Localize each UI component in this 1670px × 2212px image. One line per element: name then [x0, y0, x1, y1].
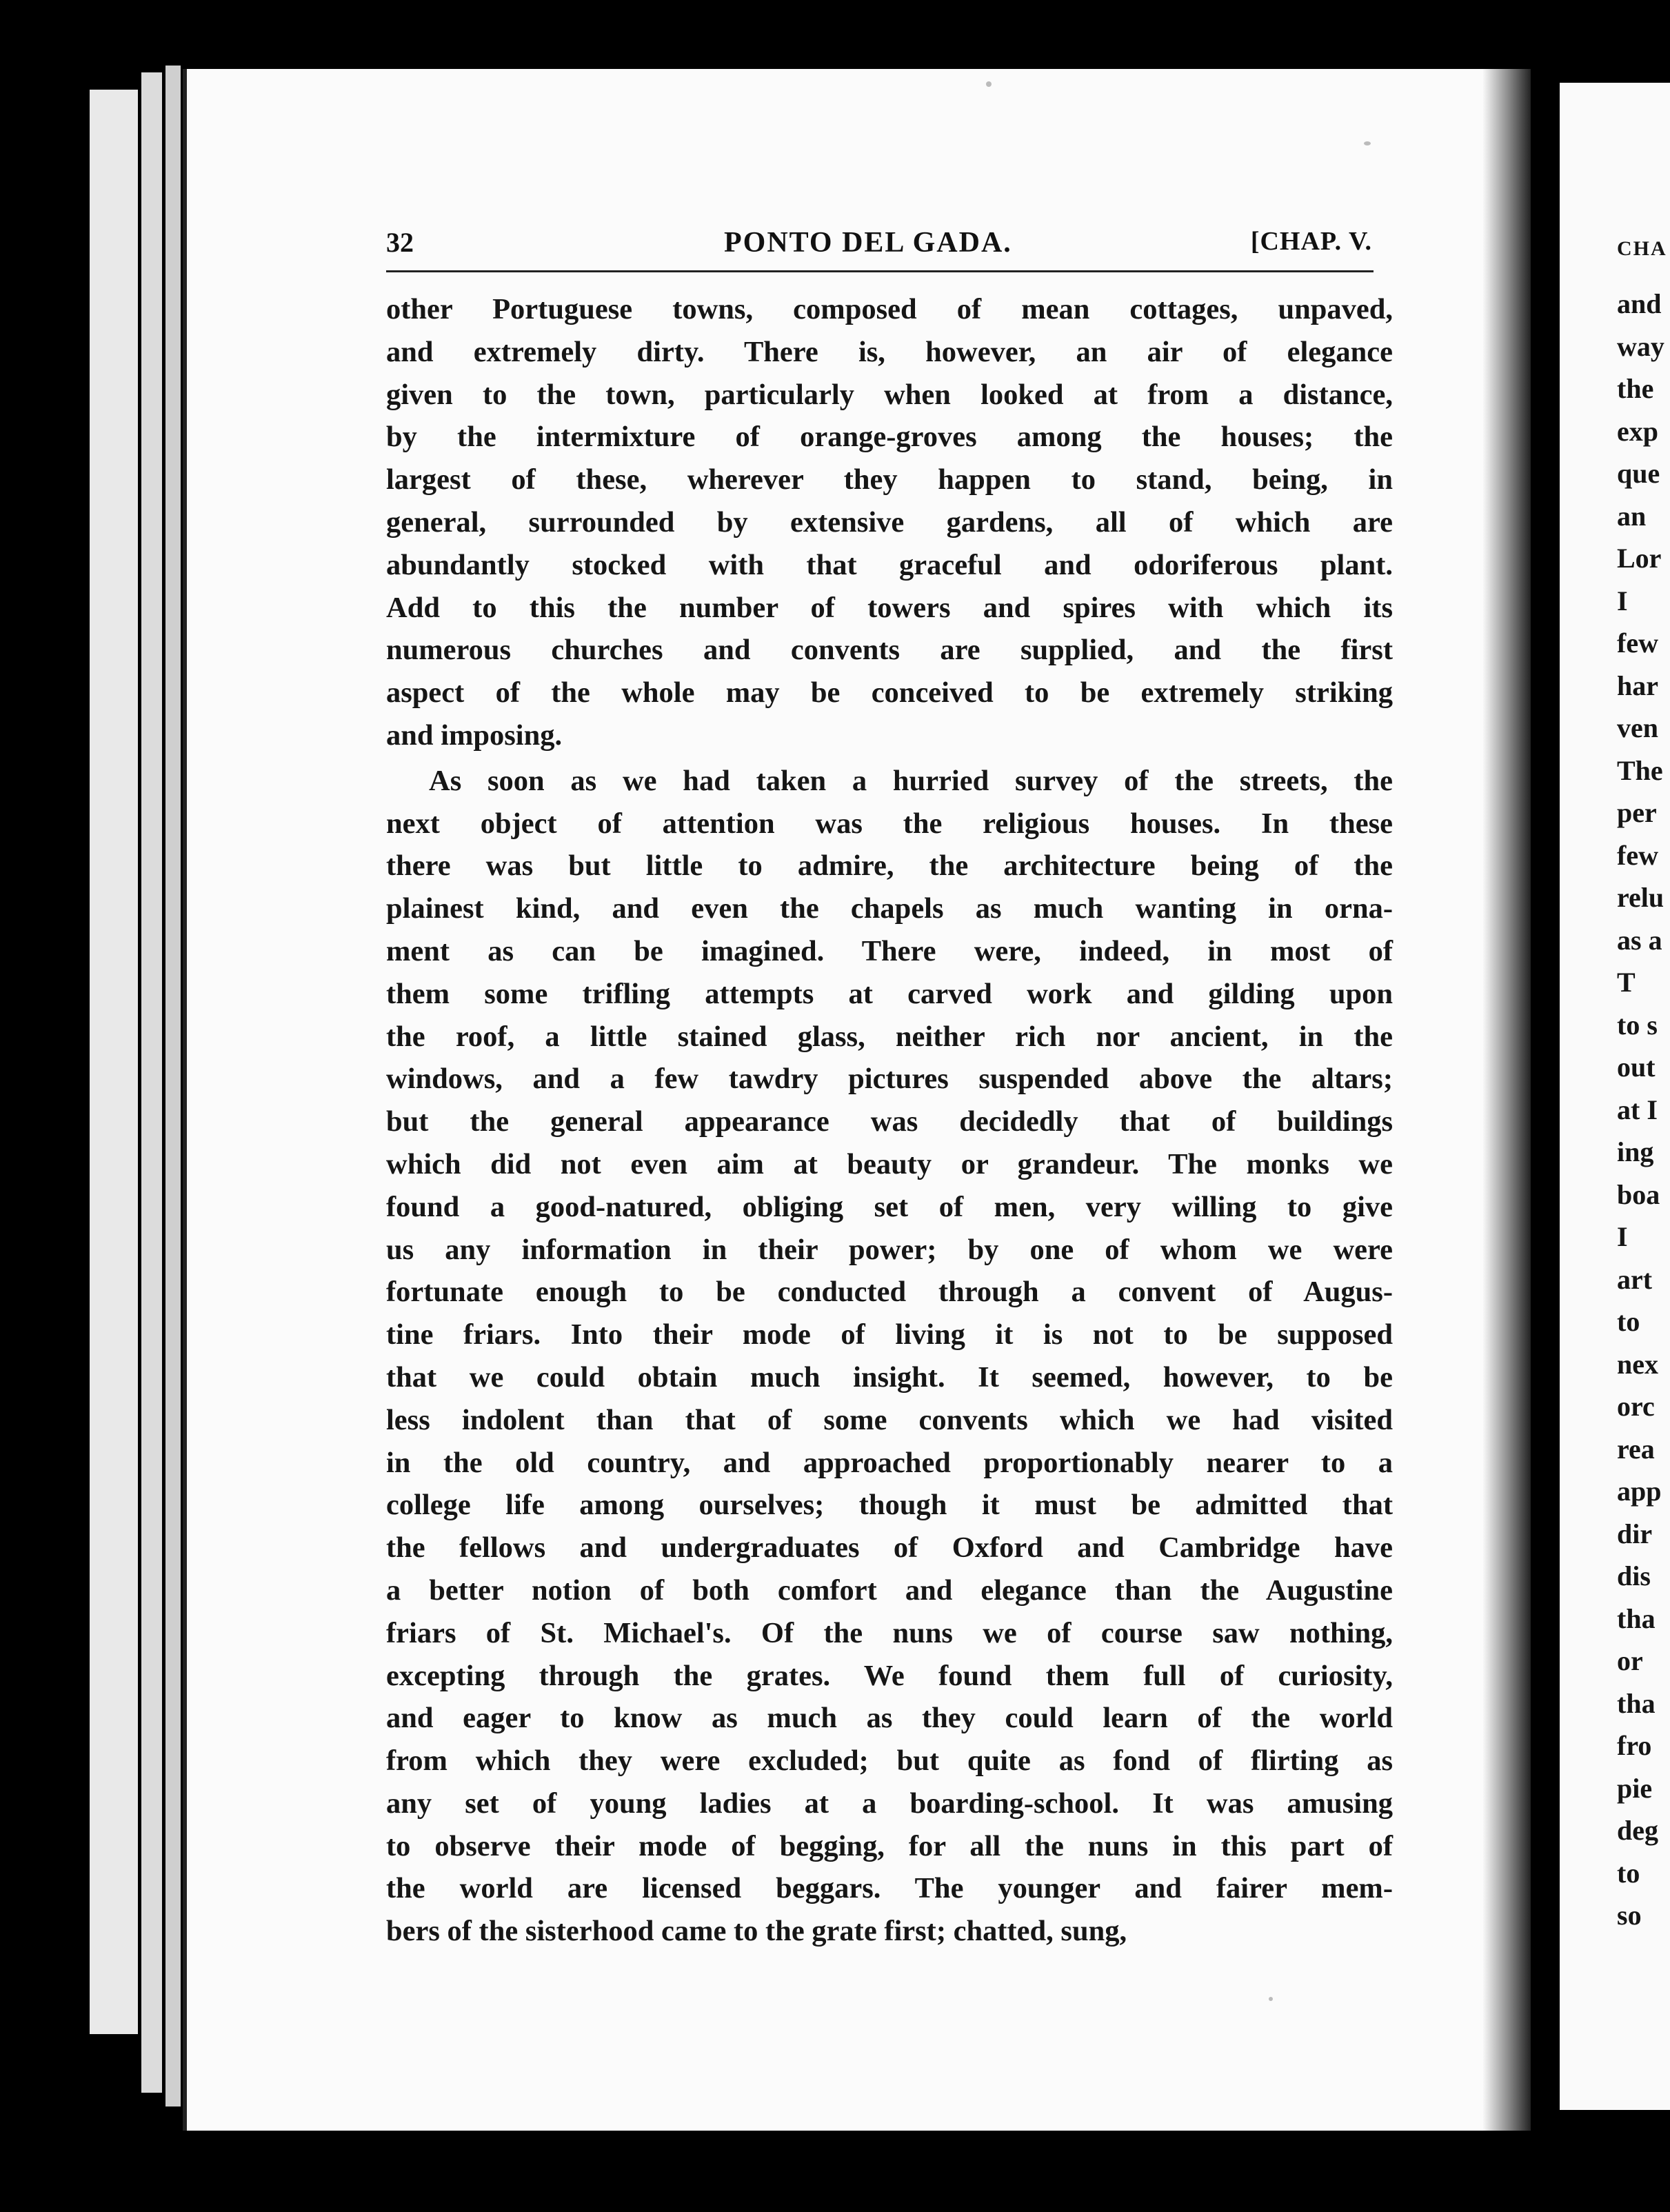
text-line: largest of these, wherever they happen to stand, being, in [386, 463, 1393, 496]
text-line: us any information in their power; by one of whom we were [386, 1233, 1393, 1266]
facing-text-fragment: to [1617, 1306, 1640, 1337]
text-line: abundantly stocked with that graceful and odoriferous plant. [386, 548, 1393, 581]
text-line: a better notion of both comfort and elegance than the Augustine [386, 1573, 1393, 1607]
facing-text-fragment: har [1617, 670, 1658, 701]
text-line: aspect of the whole may be conceived to be extremely striking [386, 676, 1393, 710]
running-title: PONTO DEL GADA. [724, 227, 1012, 259]
facing-text-fragment: way [1617, 330, 1664, 362]
facing-text-fragment: boa [1617, 1178, 1660, 1210]
facing-text-fragment: an [1617, 500, 1647, 532]
text-line: but the general appearance was decidedly that of buildings [386, 1105, 1393, 1138]
facing-text-fragment: few [1617, 839, 1658, 871]
text-line: college life among ourselves; though it must be admitted that [386, 1489, 1393, 1522]
facing-text-fragment: deg [1617, 1815, 1658, 1846]
facing-text-fragment: or [1617, 1645, 1643, 1676]
text-line: there was but little to admire, the architecture being of the [386, 849, 1393, 883]
facing-text-fragment: dir [1617, 1518, 1653, 1549]
text-line: that we could obtain much insight. It seemed, however, to be [386, 1360, 1393, 1394]
facing-text-fragment: as a [1617, 924, 1662, 956]
facing-text-fragment: few [1617, 627, 1658, 658]
header-rule [386, 270, 1374, 272]
facing-text-fragment: exp [1617, 415, 1658, 447]
page-edge [90, 90, 138, 2034]
text-line: in the old country, and approached proportionably nearer to a [386, 1446, 1393, 1479]
text-line: found a good-natured, obliging set of men, very willing to give [386, 1190, 1393, 1223]
facing-text-fragment: so [1617, 1900, 1642, 1931]
text-line: the world are licensed beggars. The younger and fairer mem- [386, 1872, 1393, 1905]
text-line: less indolent than that of some convents which we had visited [386, 1403, 1393, 1436]
text-line: them some trifling attempts at carved work and gilding upon [386, 977, 1393, 1010]
text-line: numerous churches and convents are supplied, and the first [386, 634, 1393, 667]
facing-text-fragment: the [1617, 373, 1654, 404]
text-line: and imposing. [386, 718, 563, 752]
chapter-reference: [CHAP. V. [1250, 227, 1372, 256]
facing-text-fragment: and [1617, 288, 1662, 319]
facing-text-fragment: que [1617, 458, 1660, 489]
text-line: which did not even aim at beauty or grandeur. The monks we [386, 1147, 1393, 1180]
text-line: and extremely dirty. There is, however, an air of elegance [386, 335, 1393, 368]
text-line: given to the town, particularly when looked at from a distance, [386, 378, 1393, 411]
facing-text-fragment: I [1617, 1221, 1628, 1252]
spine-shadow [1482, 69, 1531, 2131]
text-line: to observe their mode of begging, for all the nuns in this part of [386, 1829, 1393, 1862]
scan-speck [1269, 1997, 1273, 2001]
facing-text-fragment: app [1617, 1476, 1662, 1507]
facing-text-fragment: nex [1617, 1348, 1658, 1380]
facing-text-fragment: The [1617, 754, 1663, 786]
facing-text-fragment: pie [1617, 1772, 1653, 1804]
text-line: excepting through the grates. We found them full of curiosity, [386, 1659, 1393, 1692]
page-header [386, 226, 1372, 268]
facing-text-fragment: dis [1617, 1560, 1651, 1591]
facing-page-text [1617, 228, 1670, 1937]
facing-text-fragment: fro [1617, 1730, 1652, 1761]
text-line: tine friars. Into their mode of living it is not to be supposed [386, 1318, 1393, 1351]
facing-text-fragment: I [1617, 585, 1628, 616]
text-line: next object of attention was the religious houses. In these [386, 807, 1393, 840]
text-line: general, surrounded by extensive gardens, all of which are [386, 505, 1393, 539]
facing-text-fragment: Lor [1617, 543, 1662, 574]
page-edge [165, 66, 181, 2107]
text-line: any set of young ladies at a boarding-school. It was amusing [386, 1787, 1393, 1820]
text-line: As soon as we had taken a hurried survey of the streets, the [429, 764, 1393, 797]
facing-text-fragment: out [1617, 1052, 1656, 1083]
page-edge [141, 72, 162, 2093]
text-line: by the intermixture of orange-groves among the houses; the [386, 421, 1393, 454]
body-text [386, 288, 1393, 1953]
text-line: fortunate enough to be conducted through a convent of Augus- [386, 1276, 1393, 1309]
facing-text-fragment: art [1617, 1263, 1653, 1295]
facing-text-fragment: tha [1617, 1602, 1656, 1634]
scan-speck [1364, 141, 1371, 145]
facing-text-fragment: orc [1617, 1391, 1655, 1422]
text-line: and eager to know as much as they could learn of the world [386, 1702, 1393, 1735]
facing-text-fragment: per [1617, 797, 1657, 828]
text-line: the fellows and undergraduates of Oxford and Cambridge have [386, 1531, 1393, 1565]
facing-page-header: CHA [1617, 237, 1667, 260]
facing-text-fragment: ven [1617, 712, 1658, 743]
page-number: 32 [386, 227, 414, 258]
text-line: the roof, a little stained glass, neither rich nor ancient, in the [386, 1020, 1393, 1053]
facing-text-fragment: rea [1617, 1433, 1655, 1465]
text-line: plainest kind, and even the chapels as much wanting in orna- [386, 892, 1393, 925]
facing-text-fragment: relu [1617, 882, 1664, 913]
facing-text-fragment: ing [1617, 1136, 1654, 1167]
scan-speck [986, 81, 992, 87]
facing-text-fragment: at I [1617, 1094, 1658, 1125]
facing-text-fragment: tha [1617, 1687, 1656, 1719]
text-line: friars of St. Michael's. Of the nuns we of course saw nothing, [386, 1616, 1393, 1649]
facing-text-fragment: to [1617, 1857, 1640, 1889]
text-line: ment as can be imagined. There were, indeed, in most of [386, 934, 1393, 967]
text-line: Add to this the number of towers and spires with which its [386, 591, 1393, 624]
facing-text-fragment: T [1617, 967, 1636, 998]
facing-text-fragment: to s [1617, 1009, 1658, 1040]
text-line: from which they were excluded; but quite as fond of flirting as [386, 1745, 1393, 1778]
text-line: other Portuguese towns, composed of mean cottages, unpaved, [386, 293, 1393, 325]
text-line: bers of the sisterhood came to the grate first; chatted, sung, [386, 1915, 1127, 1948]
text-line: windows, and a few tawdry pictures suspended above the altars; [386, 1063, 1393, 1096]
